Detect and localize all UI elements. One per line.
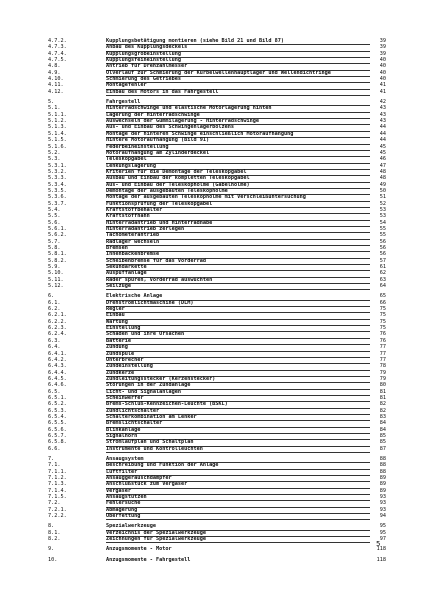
toc-entry-title: Zündlichtschalter	[106, 408, 370, 415]
toc-entry-number: 5.1.4.	[48, 130, 67, 137]
toc-entry-page: 50	[379, 187, 386, 194]
toc-entry-title: Unterbrecher	[106, 357, 370, 364]
toc-entry-page: 76	[379, 337, 386, 344]
toc-entry-page: 45	[379, 149, 386, 156]
toc-entry-number: 4.7.2.	[48, 38, 67, 44]
toc-entry-title: Störungen in der Zündanlage	[106, 382, 370, 389]
toc-entry-title: Kupplungsfeineinstellung	[106, 57, 370, 64]
toc-entry-title: Abmagerung	[106, 507, 370, 514]
toc-entry-title: Stromlaufplan und Schaltplan	[106, 439, 370, 446]
toc-entry-page: 79	[379, 369, 386, 376]
toc-entry-number: 6.2.3.	[48, 325, 67, 332]
toc-entry-page: 118	[376, 556, 386, 563]
toc-entry-number: 7.1.4.	[48, 487, 67, 494]
toc-entry-number: 5.6.1.	[48, 225, 67, 232]
toc-entry-page: 55	[379, 232, 386, 239]
toc-entry-number: 7.2.1.	[48, 506, 67, 513]
toc-entry-page: 41	[379, 82, 386, 89]
toc-entry-page: 44	[379, 130, 386, 137]
toc-entry-number: 10.	[48, 556, 58, 563]
toc-entry-number: 6.5.7.	[48, 432, 67, 439]
toc-entry	[48, 536, 386, 542]
toc-entry	[48, 283, 386, 289]
toc-entry-title: Instrumente und Kontrolleuchten	[106, 446, 370, 453]
toc-entry-title: Hinterradschwinge und elastische Motorlagerung hinten	[106, 105, 370, 112]
toc-entry-title: Zündspule	[106, 351, 370, 358]
toc-entry-page: 43	[379, 111, 386, 118]
toc-entry-number: 4.11.	[48, 82, 64, 89]
toc-entry-number: 5.12.	[48, 283, 64, 290]
toc-entry-page: 77	[379, 350, 386, 357]
toc-entry-page: 88	[379, 468, 386, 475]
toc-entry-number: 7.2.	[48, 500, 61, 507]
toc-entry-number: 5.3.2.	[48, 168, 67, 175]
toc-entry-number: 6.3.	[48, 337, 61, 344]
toc-entry-number: 5.3.6.	[48, 194, 67, 201]
toc-entry-number: 7.1.5.	[48, 494, 67, 501]
toc-entry-number: 8.	[48, 523, 55, 530]
toc-entry-title: Wartung	[106, 319, 370, 326]
toc-entry-number: 7.1.3.	[48, 481, 67, 488]
toc-entry-title: Auspuffanlage	[106, 270, 370, 277]
toc-entry-page: 89	[379, 481, 386, 488]
toc-entry-page: 93	[379, 506, 386, 513]
toc-entry-page: 49	[379, 181, 386, 188]
toc-entry-title: Luftfilter	[106, 469, 370, 476]
toc-entry-page: 40	[379, 69, 386, 76]
toc-entry-number: 6.6.	[48, 445, 61, 452]
toc-entry-page: 51	[379, 194, 386, 201]
toc-entry-page: 77	[379, 344, 386, 351]
toc-entry-number: 6.5.1.	[48, 394, 67, 401]
toc-entry-page: 52	[379, 200, 386, 207]
toc-entry-page: 40	[379, 63, 386, 70]
toc-entry-number: 7.	[48, 456, 55, 462]
toc-entry-page: 43	[379, 118, 386, 125]
toc-entry-page: 118	[376, 546, 386, 553]
toc-entry-number: 5.3.1.	[48, 162, 67, 169]
toc-entry-number: 6.4.	[48, 344, 61, 351]
toc-entry-title: Ausbau und Einbau der kompletten Teleskopgabel	[106, 175, 370, 182]
toc-entry-title: Spezialwerkzeuge	[106, 523, 370, 530]
toc-entry-number: 6.	[48, 293, 55, 300]
toc-entry	[48, 446, 386, 452]
toc-entry	[48, 557, 386, 563]
toc-entry-title: Zündeinstellung	[106, 363, 370, 370]
toc-entry-number: 5.3.4.	[48, 181, 67, 188]
toc-entry-page: 94	[379, 513, 386, 520]
toc-entry-page: 88	[379, 456, 386, 462]
toc-entry-number: 5.1.1.	[48, 111, 67, 118]
toc-entry-page: 75	[379, 312, 386, 319]
toc-entry-title: Räder spuren, Vorderrad auswuchten	[106, 277, 370, 284]
toc-entry-number: 6.5.3.	[48, 407, 67, 414]
toc-entry-page: 85	[379, 439, 386, 446]
toc-entry-page: 56	[379, 251, 386, 258]
toc-entry-title: Lagerung der Hinterradschwinge	[106, 112, 370, 119]
toc-entry-title: Aus- und Einbau des Schwingenlagerbolzens	[106, 124, 370, 131]
toc-entry-title: Zeichnungen für Spezialwerkzeuge	[106, 536, 370, 543]
toc-entry-title: Hintere Motoraufhängung (Bild 91)	[106, 137, 370, 144]
toc-entry-number: 6.4.6.	[48, 382, 67, 389]
toc-entry-page: 55	[379, 225, 386, 232]
toc-entry-page: 40	[379, 76, 386, 83]
toc-entry-title: Fehlersuche	[106, 500, 370, 507]
toc-entry-title: Montage der hinteren Schwinge einschließlich Motoraufhängung	[106, 131, 370, 138]
toc-entry-number: 5.4.	[48, 206, 61, 213]
toc-entry-page: 79	[379, 375, 386, 382]
toc-entry-page: 40	[379, 57, 386, 64]
toc-entry-page: 63	[379, 276, 386, 283]
toc-entry-title: Anschlußstück zum Vergaser	[106, 481, 370, 488]
toc-entry-title: Montagefehler	[106, 82, 370, 89]
toc-entry-number: 5.7.	[48, 238, 61, 245]
toc-entry-page: 97	[379, 536, 386, 543]
toc-entry	[48, 513, 386, 519]
toc-entry-number: 8.1.	[48, 529, 61, 536]
toc-entry-page: 43	[379, 105, 386, 112]
toc-entry-title: Anzugsmomente - Fahrgestell	[106, 556, 191, 563]
toc-entry-title: Blinkanlage	[106, 427, 370, 434]
toc-entry-number: 6.5.5.	[48, 420, 67, 427]
toc-entry-page: 47	[379, 162, 386, 169]
toc-entry-title: Bremslichtschalter	[106, 420, 370, 427]
toc-entry-page: 95	[379, 529, 386, 536]
toc-entry-title: Einstellung	[106, 325, 370, 332]
toc-entry-page: 88	[379, 462, 386, 469]
toc-entry-page: 80	[379, 382, 386, 389]
toc-entry-page: 57	[379, 257, 386, 264]
toc-entry-number: 6.5.2.	[48, 401, 67, 408]
toc-entry-page: 93	[379, 494, 386, 501]
toc-entry	[48, 89, 386, 95]
toc-entry-page: 75	[379, 306, 386, 313]
toc-entry-title: Kraftstoffbehälter	[106, 207, 370, 214]
toc-entry-title: Zündleitungsstecker (Kerzenstecker)	[106, 376, 370, 383]
toc-entry-title: Elektrische Anlage	[106, 293, 370, 300]
toc-entry-title: Anbau des Kupplungsdeckels	[106, 44, 370, 51]
toc-entry-title: Ansaugsystem	[106, 456, 370, 463]
toc-entry-number: 5.2.	[48, 149, 61, 156]
toc-entry-title: Scheinwerfer	[106, 395, 370, 402]
toc-entry-number: 6.4.4.	[48, 369, 67, 376]
toc-entry-page: 75	[379, 318, 386, 325]
toc-entry-number: 5.3.5.	[48, 187, 67, 194]
toc-entry-page: 62	[379, 270, 386, 277]
toc-entry-number: 6.4.3.	[48, 363, 67, 370]
toc-entry-title: Batterie	[106, 338, 370, 345]
toc-entry-number: 5.8.2.	[48, 257, 67, 264]
toc-entry-number: 8.2.	[48, 536, 61, 543]
toc-entry-title: Schalterkombination am Lenker	[106, 414, 370, 421]
toc-entry-title: Aus- und Einbau der Teleskopholme (Gabelholme)	[106, 182, 370, 189]
toc-entry-number: 4.10.	[48, 76, 64, 83]
toc-entry-number: 5.1.	[48, 105, 61, 112]
toc-entry-page: 56	[379, 238, 386, 245]
toc-entry-title: Demontage der ausgebauten Teleskopholme	[106, 188, 370, 195]
toc-entry-page: 84	[379, 426, 386, 433]
toc-entry-number: 6.5.	[48, 388, 61, 395]
toc-entry-page: 89	[379, 487, 386, 494]
toc-entry-page: 41	[379, 88, 386, 95]
toc-entry-number: 6.2.2.	[48, 318, 67, 325]
toc-entry-number: 6.2.	[48, 306, 61, 313]
toc-entry-page: 65	[379, 293, 386, 300]
toc-entry-title: Einbau des Motors in das Fahrgestell	[106, 89, 370, 96]
toc-entry-page: 64	[379, 283, 386, 290]
toc-entry-title: Brems-Schluß-Kennzeichen-Leuchte (BSKL)	[106, 401, 370, 408]
toc-entry-title: Seilzüge	[106, 283, 370, 290]
toc-entry-page: 48	[379, 175, 386, 182]
toc-entry-number: 5.11.	[48, 276, 64, 283]
toc-entry	[48, 546, 386, 552]
toc-entry-title: Tachometerantrieb	[106, 232, 370, 239]
toc-entry-number: 4.8.	[48, 63, 61, 70]
page-number: 5	[376, 540, 381, 548]
toc-entry-page: 84	[379, 420, 386, 427]
toc-entry-number: 7.2.2.	[48, 513, 67, 520]
toc-entry-number: 6.2.1.	[48, 312, 67, 319]
toc-entry-page: 39	[379, 44, 386, 51]
toc-entry-number: 6.4.2.	[48, 356, 67, 363]
toc-entry-number: 6.5.4.	[48, 413, 67, 420]
toc-entry-number: 5.9.	[48, 264, 61, 271]
toc-entry-number: 4.9.	[48, 69, 61, 76]
toc-entry-title: Kraftstoffhahn	[106, 213, 370, 220]
toc-entry-page: 44	[379, 137, 386, 144]
toc-entry-page: 45	[379, 143, 386, 150]
toc-entry-page: 89	[379, 475, 386, 482]
toc-entry-number: 5.1.5.	[48, 137, 67, 144]
toc-entry-title: Lenkungslagerung	[106, 163, 370, 170]
toc-entry-number: 6.4.5.	[48, 375, 67, 382]
toc-entry-page: 54	[379, 219, 386, 226]
toc-entry-title: Regler	[106, 306, 370, 313]
toc-entry-number: 5.10.	[48, 270, 64, 277]
toc-entry-title: Federbeineinstellung	[106, 144, 370, 151]
toc-entry-title: Einbau	[106, 312, 370, 319]
toc-entry-page: 83	[379, 413, 386, 420]
toc-entry-number: 7.1.2.	[48, 475, 67, 482]
toc-entry-page: 85	[379, 432, 386, 439]
toc-entry-page: 56	[379, 245, 386, 251]
toc-entry-number: 5.3.7.	[48, 200, 67, 207]
toc-entry-number: 5.3.	[48, 156, 61, 163]
toc-entry-title: Überfettung	[106, 513, 370, 520]
toc-entry-title: Motoraufhängung am Zylinderdeckel	[106, 150, 370, 157]
toc-entry-title: Auswechseln der Gummilagerung - Hinterradschwinge	[106, 118, 370, 125]
toc-entry-title: Hinterradantrieb zerlegen	[106, 226, 370, 233]
toc-entry-title: Ölverlauf zur Schmierung der Kurbelwellenhauptlager und Wellendichtringe	[106, 70, 370, 77]
toc-entry-title: Kriterien für die Demontage der Teleskopgabel	[106, 169, 370, 176]
toc-entry-number: 5.5.	[48, 213, 61, 220]
toc-entry-title: Scheibenbremse für das Vorderrad	[106, 258, 370, 265]
toc-entry-title: Zündung	[106, 344, 370, 351]
table-of-contents	[48, 38, 386, 563]
toc-entry-title: Kupplungsbetätigung montieren (siehe Bild 21 und Bild 87)	[106, 38, 370, 45]
toc-entry-page: 44	[379, 124, 386, 131]
toc-entry-number: 6.5.8.	[48, 439, 67, 446]
toc-entry-title: Ansaugstutzen	[106, 494, 370, 501]
toc-entry-number: 4.7.3.	[48, 44, 67, 51]
toc-entry-title: Schäden und ihre Ursachen	[106, 331, 370, 338]
toc-entry-number: 5.1.3.	[48, 124, 67, 131]
toc-entry-number: 5.1.2.	[48, 118, 67, 125]
toc-entry-title: Innenbackenbremse	[106, 251, 370, 258]
toc-entry-title: Signalhorn	[106, 433, 370, 440]
toc-entry-page: 82	[379, 401, 386, 408]
toc-entry-title: Teleskopgabel	[106, 156, 370, 163]
toc-entry-page: 46	[379, 156, 386, 163]
toc-entry-page: 87	[379, 445, 386, 452]
toc-entry-page: 93	[379, 500, 386, 507]
toc-entry-page: 76	[379, 331, 386, 338]
toc-entry-number: 5.1.6.	[48, 143, 67, 150]
toc-entry-title: Funktionsprüfung der Teleskopgabel	[106, 201, 370, 208]
toc-entry-number: 4.7.4.	[48, 50, 67, 57]
toc-entry-title: Hinterradantrieb und Hinterradnabe	[106, 220, 370, 227]
toc-entry-page: 77	[379, 356, 386, 363]
toc-entry-number: 4.7.5.	[48, 57, 67, 64]
toc-entry-page: 82	[379, 407, 386, 414]
toc-entry-page: 53	[379, 213, 386, 220]
toc-entry-page: 39	[379, 38, 386, 44]
toc-entry-title: Sekundärkette	[106, 264, 370, 271]
toc-entry-title: Kupplungsgrobeinstellung	[106, 51, 370, 58]
toc-entry-title: Radlager wechseln	[106, 239, 370, 246]
toc-entry-number: 6.4.1.	[48, 350, 67, 357]
toc-entry-page: 39	[379, 50, 386, 57]
toc-entry-number: 5.8.1.	[48, 251, 67, 258]
toc-entry-number: 5.6.2.	[48, 232, 67, 239]
toc-entry-title: Verzeichnis der Spezialwerkzeuge	[106, 530, 370, 537]
toc-entry-number: 7.1.1.	[48, 468, 67, 475]
toc-entry-title: Zündkerze	[106, 370, 370, 377]
toc-entry-number: 6.2.4.	[48, 331, 67, 338]
toc-entry-title: Schmierung des Getriebes	[106, 76, 370, 83]
toc-entry-page: 48	[379, 168, 386, 175]
toc-entry-number: 5.	[48, 99, 55, 106]
toc-entry-page: 81	[379, 388, 386, 395]
toc-entry-title: Anzugsmomente - Motor	[106, 546, 172, 553]
toc-entry-title: Fahrgestell	[106, 99, 370, 106]
toc-entry-page: 53	[379, 206, 386, 213]
toc-entry-title: Vergaser	[106, 488, 370, 495]
toc-entry-title: Drehstromlichtmaschine (DLM)	[106, 300, 370, 307]
toc-entry-title: Beschreibung und Funktion der Anlage	[106, 462, 370, 469]
toc-entry-page: 75	[379, 325, 386, 332]
toc-entry-page: 81	[379, 394, 386, 401]
toc-entry-title: Licht- und Signalanlagen	[106, 389, 370, 396]
toc-entry-title: Montage der ausgebauten Teleskopholme mit Verschleißuntersuchung	[106, 194, 370, 201]
toc-entry-number: 6.1.	[48, 299, 61, 306]
toc-entry-page: 78	[379, 363, 386, 370]
toc-entry-number: 7.1.	[48, 462, 61, 469]
toc-entry-page: 95	[379, 523, 386, 530]
toc-entry-number: 6.5.6.	[48, 426, 67, 433]
toc-entry-number: 4.12.	[48, 88, 64, 95]
toc-entry-number: 9.	[48, 546, 55, 553]
toc-entry-title: Bremsen	[106, 245, 370, 252]
toc-entry-page: 61	[379, 264, 386, 271]
toc-entry-number: 5.6.	[48, 219, 61, 226]
toc-entry-number: 5.8.	[48, 245, 61, 251]
toc-entry-number: 5.3.3.	[48, 175, 67, 182]
toc-entry-title: Ansauggeräuschdämpfer	[106, 475, 370, 482]
toc-entry-page: 66	[379, 299, 386, 306]
toc-entry-page: 42	[379, 99, 386, 106]
toc-entry-title: Antrieb für Drehzahlmesser	[106, 63, 370, 70]
